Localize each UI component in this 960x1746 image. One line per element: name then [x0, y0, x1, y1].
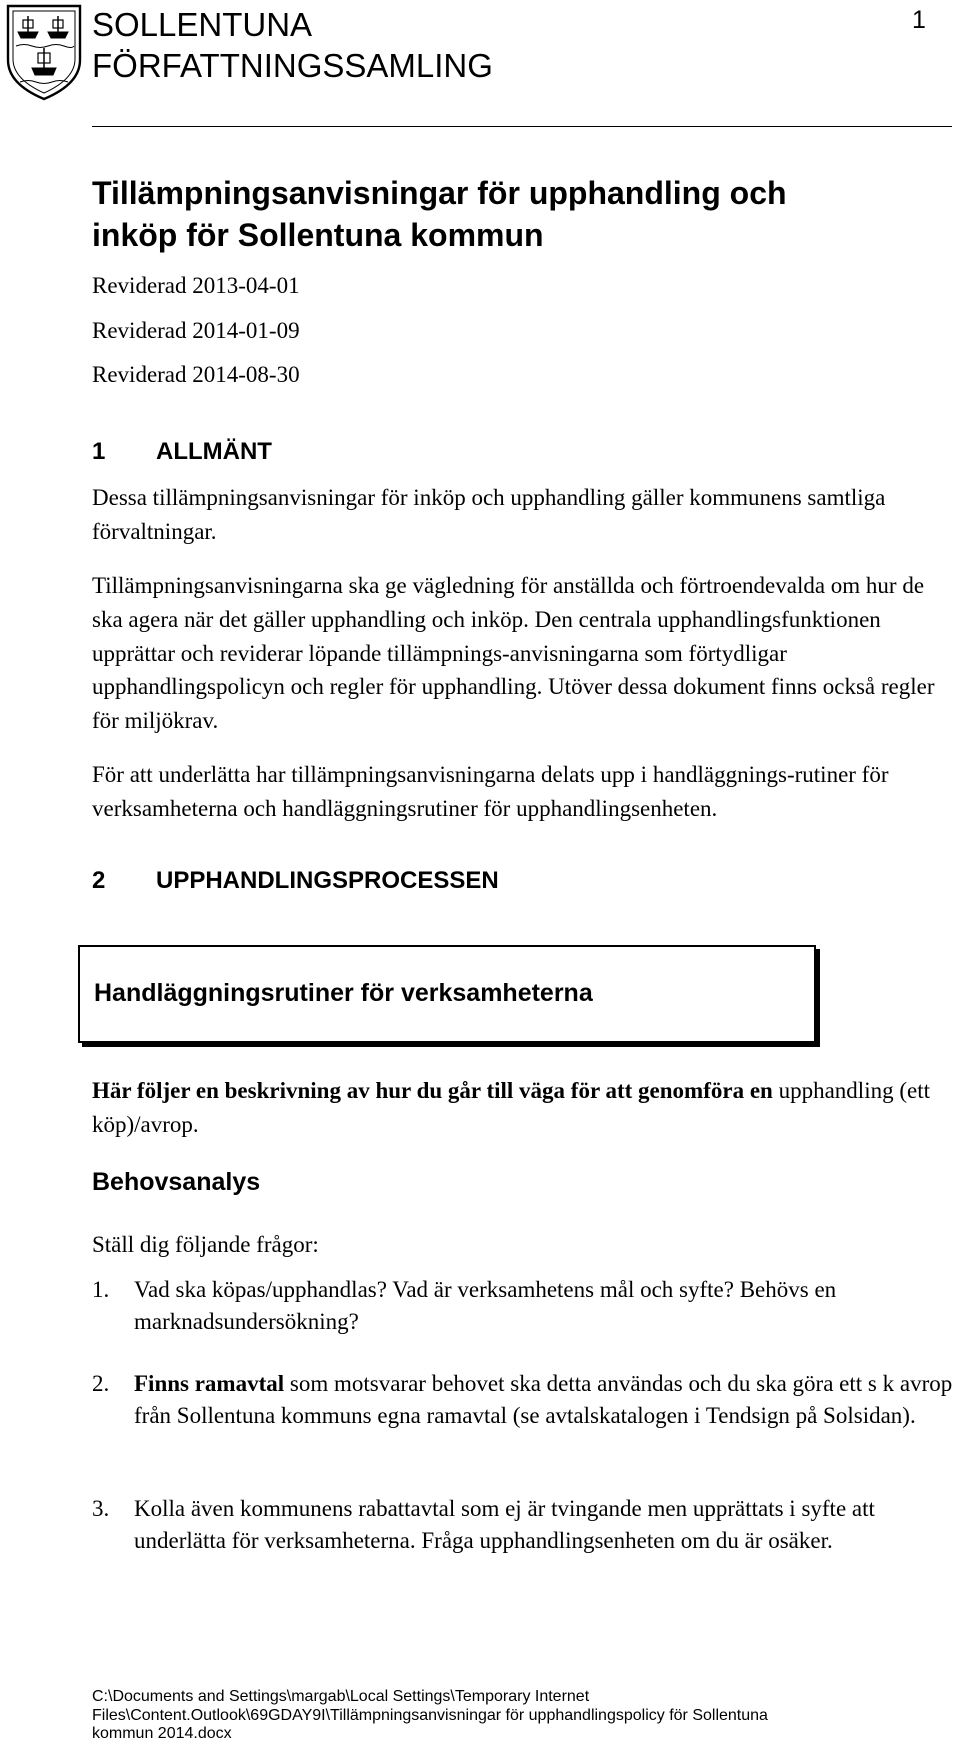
- list-text: Vad ska köpas/upphandlas? Vad är verksamhetens mål och syfte? Behövs en marknadsundersökning?: [134, 1277, 837, 1334]
- list-text: Kolla även kommunens rabattavtal som ej är tvingande men upprättats i syfte att underlätta för verksamheterna. Fråga upphandlingsenheten om du är osäker.: [134, 1496, 875, 1553]
- section-heading: [92, 437, 272, 467]
- list-number: 2.: [92, 1371, 110, 1396]
- subheading: Behovsanalys: [92, 1168, 261, 1196]
- paragraph: Tillämpningsanvisningarna ska ge vägledning för anställda och förtroendevalda om hur de ska agera när det gäller upphandling och inköp. Den centrala upphandlingsfunktionen upprättar och reviderar löpande tillämpnings-anvisningarna som förtydligar upphandlingspolicyn och regler för upphandling. Utöver dessa dokument finns också regler för miljökrav.: [92, 573, 935, 734]
- list-item: [92, 1368, 960, 1431]
- footer-line: C:\Documents and Settings\margab\Local Settings\Temporary Internet: [92, 1688, 590, 1705]
- intro-paragraph: [92, 1074, 942, 1142]
- document-title-line2: inköp för Sollentuna kommun: [92, 217, 544, 253]
- revision-date: Reviderad 2014-08-30: [92, 362, 300, 387]
- collection-title-line1: SOLLENTUNA: [92, 6, 313, 43]
- questions-intro: Ställ dig följande frågor:: [92, 1232, 319, 1257]
- section-title: ALLMÄNT: [156, 438, 272, 465]
- boxed-heading: [78, 945, 816, 1043]
- document-title: [92, 172, 932, 256]
- section-title: UPPHANDLINGSPROCESSEN: [156, 867, 499, 894]
- collection-title: [92, 4, 493, 86]
- list-bold-text: Finns ramavtal: [134, 1371, 285, 1396]
- sollentuna-coat-of-arms-logo: [4, 2, 84, 102]
- list-number: 3.: [92, 1496, 110, 1521]
- document-title-line1: Tillämpningsanvisningar för upphandling och: [92, 175, 787, 211]
- list-text: [134, 1368, 960, 1431]
- section-heading: [92, 866, 499, 896]
- list-item: [92, 1493, 960, 1556]
- file-path-footer: [92, 1688, 952, 1744]
- page-number: 1: [912, 6, 926, 34]
- footer-line: kommun 2014.docx: [92, 1725, 232, 1743]
- list-rest-text: som motsvarar behovet ska detta användas och du ska göra ett s k avrop från Sollentuna kommuns egna ramavtal (se avtalskatalogen i Tendsign på Solsidan).: [134, 1371, 953, 1428]
- header-rule: [92, 126, 952, 127]
- revision-date: Reviderad 2013-04-01: [92, 273, 300, 298]
- section-number: 2: [92, 867, 106, 894]
- footer-line: Files\Content.Outlook\69GDAY9I\Tillämpningsanvisningar för upphandlingspolicy för Sollentuna: [92, 1706, 768, 1724]
- section-number: 1: [92, 438, 106, 465]
- paragraph: För att underlätta har tillämpningsanvisningarna delats upp i handläggnings-rutiner för verksamheterna och handläggningsrutiner för upphandlingsenheten.: [92, 762, 889, 821]
- collection-title-line2: FÖRFATTNINGSSAMLING: [92, 47, 493, 84]
- intro-bold-text: Här följer en beskrivning av hur du går till väga för att genomföra en: [92, 1078, 773, 1103]
- revision-date: Reviderad 2014-01-09: [92, 318, 300, 343]
- paragraph: Dessa tillämpningsanvisningar för inköp och upphandling gäller kommunens samtliga förvaltningar.: [92, 485, 886, 544]
- boxed-heading-text: Handläggningsrutiner för verksamheterna: [94, 979, 593, 1007]
- list-number: 1.: [92, 1277, 110, 1302]
- intro-rest-text: upphandling (ett köp)/avrop.: [92, 1078, 930, 1137]
- list-item: [92, 1274, 960, 1337]
